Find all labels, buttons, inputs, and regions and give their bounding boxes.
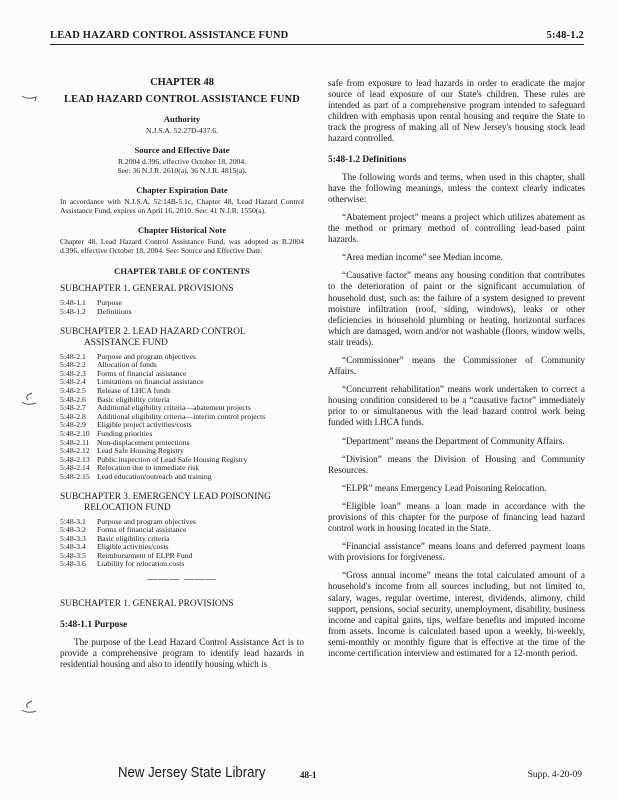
definition-paragraph: “Department” means the Department of Community Affairs. bbox=[342, 435, 565, 446]
binder-mark-icon bbox=[20, 88, 40, 104]
toc-item-number: 5:48-3.1 bbox=[60, 516, 86, 526]
definition-paragraph: “Commissioner” means the Commissioner of Community Affairs. bbox=[328, 354, 585, 377]
section-heading-definitions: 5:48-1.2 Definitions bbox=[328, 154, 407, 165]
toc-item-number: 5:48-2.4 bbox=[60, 377, 86, 387]
toc-item-number: 5:48-3.6 bbox=[60, 559, 86, 569]
page-number: 48-1 bbox=[300, 770, 317, 780]
toc-item-title: Eligible activities/costs bbox=[97, 542, 169, 552]
toc-item-title: Relocation due to immediate risk bbox=[97, 463, 200, 473]
definition-paragraph: “Abatement project” means a project which utilizes abatement as the method or primary method of controlling lead-based paint hazards. bbox=[328, 211, 585, 245]
toc-subchapter-1: SUBCHAPTER 1. GENERAL PROVISIONS bbox=[60, 284, 234, 295]
toc-item bbox=[60, 308, 132, 317]
toc-item bbox=[60, 473, 265, 482]
toc-item-title: Basic eligibility criteria bbox=[97, 394, 170, 404]
definition-paragraph: “Causative factor” means any housing condition that contributes to the deterioration of paint or the significant accumulation of household dust, such as: the failure of a system designed to prevent moisture infiltration (roof, siding, windows), leaks or other deficiencies in household plumbing or heating, horizontal surfaces which are damaged, worn and/or not washable (floors, window wells, stair treads). bbox=[328, 270, 585, 347]
toc-item-title: Limitations on financial assistance bbox=[97, 377, 204, 387]
running-header bbox=[50, 30, 584, 41]
binder-mark-icon bbox=[20, 392, 40, 408]
toc-item bbox=[60, 560, 196, 569]
toc-subchapter-2: SUBCHAPTER 2. LEAD HAZARD CONTROL bbox=[60, 326, 246, 337]
toc-item-title: Liability for relocation costs bbox=[97, 559, 185, 569]
header-section: 5:48-1.2 bbox=[546, 30, 584, 41]
toc-subchapter-3-cont: RELOCATION FUND bbox=[84, 502, 171, 513]
definition-paragraph: The following words and terms, when used in this chapter, shall have the following meanings, unless the context clearly indicates otherwise: bbox=[328, 171, 585, 204]
toc-item-number: 5:48-1.2 bbox=[60, 307, 86, 317]
toc-item-number: 5:48-3.5 bbox=[60, 550, 86, 560]
header-title: LEAD HAZARD CONTROL ASSISTANCE FUND bbox=[50, 30, 289, 41]
toc-item-title: Release of LHCA funds bbox=[97, 385, 171, 395]
toc-item-title: Definitions bbox=[97, 307, 132, 317]
toc-item-title: Additional eligibility criteria—interim control projects bbox=[97, 411, 266, 421]
source-heading: Source and Effective Date bbox=[134, 145, 230, 156]
toc-item-title: Purpose and program objectives bbox=[97, 351, 196, 361]
definition-paragraph: “Gross annual income” means the total calculated amount of a household's income from all sources including, but not limited to, salary, wages, regular overtime, interest, dividends, alimony, child support, pensions, social security, unemployment, disability, business income and capital gains, tips, welfare benefits and imputed income from assets. Income is calculated based upon a weekly, bi-weekly, semi-monthly or monthly figure that is effective at the time of the income certification interview and estimated for a 12-month period. bbox=[328, 570, 585, 659]
library-stamp: New Jersey State Library bbox=[118, 764, 266, 781]
body-subchapter-heading: SUBCHAPTER 1. GENERAL PROVISIONS bbox=[60, 599, 234, 610]
toc-item-number: 5:48-2.6 bbox=[60, 394, 86, 404]
toc-item-title: Lead Safe Housing Registry bbox=[97, 446, 184, 456]
toc-item-title: Allocation of funds bbox=[97, 360, 157, 370]
toc-item-title: Additional eligibility criteria—abatement projects bbox=[97, 403, 251, 413]
toc-item-number: 5:48-3.4 bbox=[60, 542, 86, 552]
toc-subchapter-3-list bbox=[60, 518, 196, 570]
left-column bbox=[60, 78, 304, 676]
continued-paragraph: safe from exposure to lead hazards in order to eradicate the major source of lead exposure of our State's children. These rules are intended as part of a comprehensive program intended to safeguard children with emphasis upon rental housing and require the State to track the progress of making all of New Jersey's housing stock lead hazard controlled. bbox=[328, 78, 585, 144]
header-rule bbox=[50, 44, 584, 45]
toc-item-title: Reimbursement of ELPR Fund bbox=[97, 550, 193, 560]
definition-paragraph: “Concurrent rehabilitation” means work undertaken to correct a housing condition considered to be a “causative factor” immediately prior to or simultaneous with the lead hazard control work being funded with LHCA funds. bbox=[328, 384, 585, 428]
toc-item bbox=[60, 353, 265, 362]
toc-item-number: 5:48-2.3 bbox=[60, 368, 86, 378]
toc-heading: CHAPTER TABLE OF CONTENTS bbox=[114, 266, 250, 277]
history-text: Chapter 48, Lead Hazard Control Assistance Fund, was adopted as R.2004 d.396, effective October 18, 2004. See: Source and Effective Date. bbox=[60, 237, 304, 256]
toc-item-title: Lead education/outreach and training bbox=[97, 471, 212, 481]
expiration-heading: Chapter Expiration Date bbox=[136, 185, 228, 196]
toc-item bbox=[60, 421, 265, 430]
toc-item-title: Non-displacement protections bbox=[97, 437, 190, 447]
definition-paragraph: “Eligible loan” means a loan made in accordance with the provisions of this chapter for the purpose of financing lead hazard control work in housing located in the State. bbox=[328, 500, 585, 534]
toc-item-number: 5:48-3.2 bbox=[60, 525, 86, 535]
definition-paragraph: “Financial assistance” means loans and deferred payment loans with provisions for forgiveness. bbox=[328, 541, 585, 563]
toc-item-title: Public inspection of Lead Safe Housing Registry bbox=[97, 454, 248, 464]
purpose-paragraph: The purpose of the Lead Hazard Control Assistance Act is to provide a comprehensive program to identify lead hazards in residential housing and also to identify housing which is bbox=[60, 636, 304, 670]
toc-item-number: 5:48-2.7 bbox=[60, 403, 86, 413]
chapter-number: CHAPTER 48 bbox=[150, 77, 214, 88]
supplement-date: Supp. 4-20-09 bbox=[527, 770, 582, 780]
section-heading-purpose: 5:48-1.1 Purpose bbox=[60, 620, 128, 631]
toc-item-number: 5:48-2.5 bbox=[60, 385, 86, 395]
toc-item-title: Purpose bbox=[97, 298, 122, 308]
toc-item-title: Eligible project activities/costs bbox=[97, 420, 192, 430]
section-divider: ——— ——— bbox=[147, 574, 217, 586]
right-column bbox=[328, 78, 585, 666]
definition-paragraph: “Division” means the Division of Housing and Community Resources. bbox=[328, 453, 585, 475]
authority-heading: Authority bbox=[163, 113, 201, 124]
toc-item-number: 5:48-2.2 bbox=[60, 360, 86, 370]
toc-subchapter-2-cont: ASSISTANCE FUND bbox=[84, 337, 168, 348]
expiration-text: In accordance with N.J.S.A. 52:14B-5.1c, Chapter 48, Lead Hazard Control Assistance Fund, expires on April 16, 2010. See: 41 N.J.R. 1550(a). bbox=[60, 197, 304, 216]
toc-item-number: 5:48-2.10 bbox=[60, 428, 90, 438]
toc-item-title: Forms of financial assistance bbox=[97, 525, 187, 535]
toc-item-number: 5:48-2.14 bbox=[60, 463, 90, 473]
history-heading: Chapter Historical Note bbox=[137, 225, 227, 236]
toc-item-number: 5:48-2.8 bbox=[60, 411, 86, 421]
toc-item-title: Basic eligibility criteria bbox=[97, 533, 170, 543]
definition-paragraph: “Area median income” see Median income. bbox=[342, 252, 503, 263]
toc-item-number: 5:48-1.1 bbox=[60, 298, 86, 308]
toc-item-title: Forms of financial assistance bbox=[97, 368, 187, 378]
toc-item-title: Purpose and program objectives bbox=[97, 516, 196, 526]
toc-subchapter-2-list bbox=[60, 353, 265, 482]
toc-item-number: 5:48-2.9 bbox=[60, 420, 86, 430]
source-text: R.2004 d.396, effective October 18, 2004. See: 36 N.J.R. 2610(a), 36 N.J.R. 4815(a). bbox=[117, 157, 247, 176]
toc-item-number: 5:48-2.1 bbox=[60, 351, 86, 361]
binder-mark-icon bbox=[20, 700, 40, 716]
chapter-title: LEAD HAZARD CONTROL ASSISTANCE FUND bbox=[63, 94, 301, 106]
toc-item-number: 5:48-2.15 bbox=[60, 471, 90, 481]
toc-item-number: 5:48-2.12 bbox=[60, 446, 90, 456]
toc-subchapter-3: SUBCHAPTER 3. EMERGENCY LEAD POISONING bbox=[60, 491, 271, 502]
authority-text: N.J.S.A. 52:27D-437.6. bbox=[146, 126, 218, 136]
toc-item-number: 5:48-2.11 bbox=[60, 437, 90, 447]
toc-item-number: 5:48-2.13 bbox=[60, 454, 90, 464]
definition-paragraph: “ELPR” means Emergency Lead Poisoning Relocation. bbox=[342, 482, 547, 493]
toc-item-number: 5:48-3.3 bbox=[60, 533, 86, 543]
toc-item-title: Funding priorities bbox=[97, 428, 153, 438]
toc-subchapter-1-list bbox=[60, 299, 132, 316]
